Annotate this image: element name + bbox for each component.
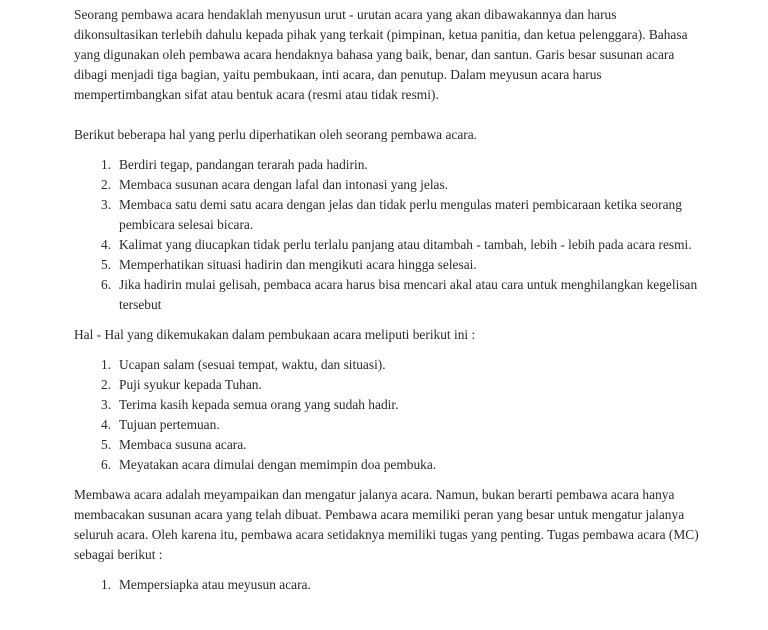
list-item: 6. Meyatakan acara dimulai dengan memimpin doa pembuka.: [101, 457, 437, 472]
list-item: 5. Memperhatikan situasi hadirin dan mengikuti acara hingga selesai.: [101, 257, 477, 272]
paragraph-opening-intro: Hal - Hal yang dikemukakan dalam pembukaan acara meliputi berikut ini :: [74, 327, 476, 342]
paragraph-mc-duties: Membawa acara adalah meyampaikan dan mengatur jalanya acara. Namun, bukan berarti pembawa acara hanya membacakan susunan acara yang telah dibuat. Pembawa acara memiliki peran yang besar untuk mengatur jalanya seluruh acara. Oleh karena itu, pembawa acara setidaknya memiliki tugas yang penting. Tugas pembawa acara (MC) sebagai berikut :: [74, 487, 699, 562]
list-opening-items: [74, 355, 702, 475]
document-page: [74, 5, 702, 605]
list-mc-tips: [74, 155, 702, 315]
list-item: 4. Kalimat yang diucapkan tidak perlu terlalu panjang atau ditambah - tambah, lebih - lebih pada acara resmi.: [101, 237, 692, 252]
list-item: 1. Berdiri tegap, pandangan terarah pada hadirin.: [101, 157, 368, 172]
list-item: 1. Ucapan salam (sesuai tempat, waktu, dan situasi).: [101, 357, 386, 372]
list-item: 2. Puji syukur kepada Tuhan.: [101, 377, 262, 392]
list-mc-tasks: [74, 575, 702, 595]
list-item: 4. Tujuan pertemuan.: [101, 417, 220, 432]
list-item: 5. Membaca susuna acara.: [101, 437, 247, 452]
list-item: 2. Membaca susunan acara dengan lafal dan intonasi yang jelas.: [101, 177, 449, 192]
list-item: 3. Membaca satu demi satu acara dengan jelas dan tidak perlu mengulas materi pembicaraan ketika seorang pembicara selesai bicara.: [101, 197, 682, 232]
paragraph-intro: Seorang pembawa acara hendaklah menyusun urut - urutan acara yang akan dibawakannya dan harus dikonsultasikan terlebih dahulu kepada pihak yang terkait (pimpinan, ketua panitia, dan ketua pelenggara). Bahasa yang digunakan oleh pembawa acara hendaknya bahasa yang baik, benar, dan santun. Garis besar susunan acara dibagi menjadi tiga bagian, yaitu pembukaan, inti acara, dan penutup. Dalam meyusun acara harus mempertimbangkan sifat atau bentuk acara (resmi atau tidak resmi).: [74, 7, 688, 102]
list-item: 1. Mempersiapka atau meyusun acara.: [101, 577, 311, 592]
list-item: 6. Jika hadirin mulai gelisah, pembaca acara harus bisa mencari akal atau cara untuk menghilangkan kegelisan tersebut: [101, 277, 698, 312]
paragraph-list-intro: Berikut beberapa hal yang perlu diperhatikan oleh seorang pembawa acara.: [74, 127, 478, 142]
list-item: 3. Terima kasih kepada semua orang yang sudah hadir.: [101, 397, 399, 412]
